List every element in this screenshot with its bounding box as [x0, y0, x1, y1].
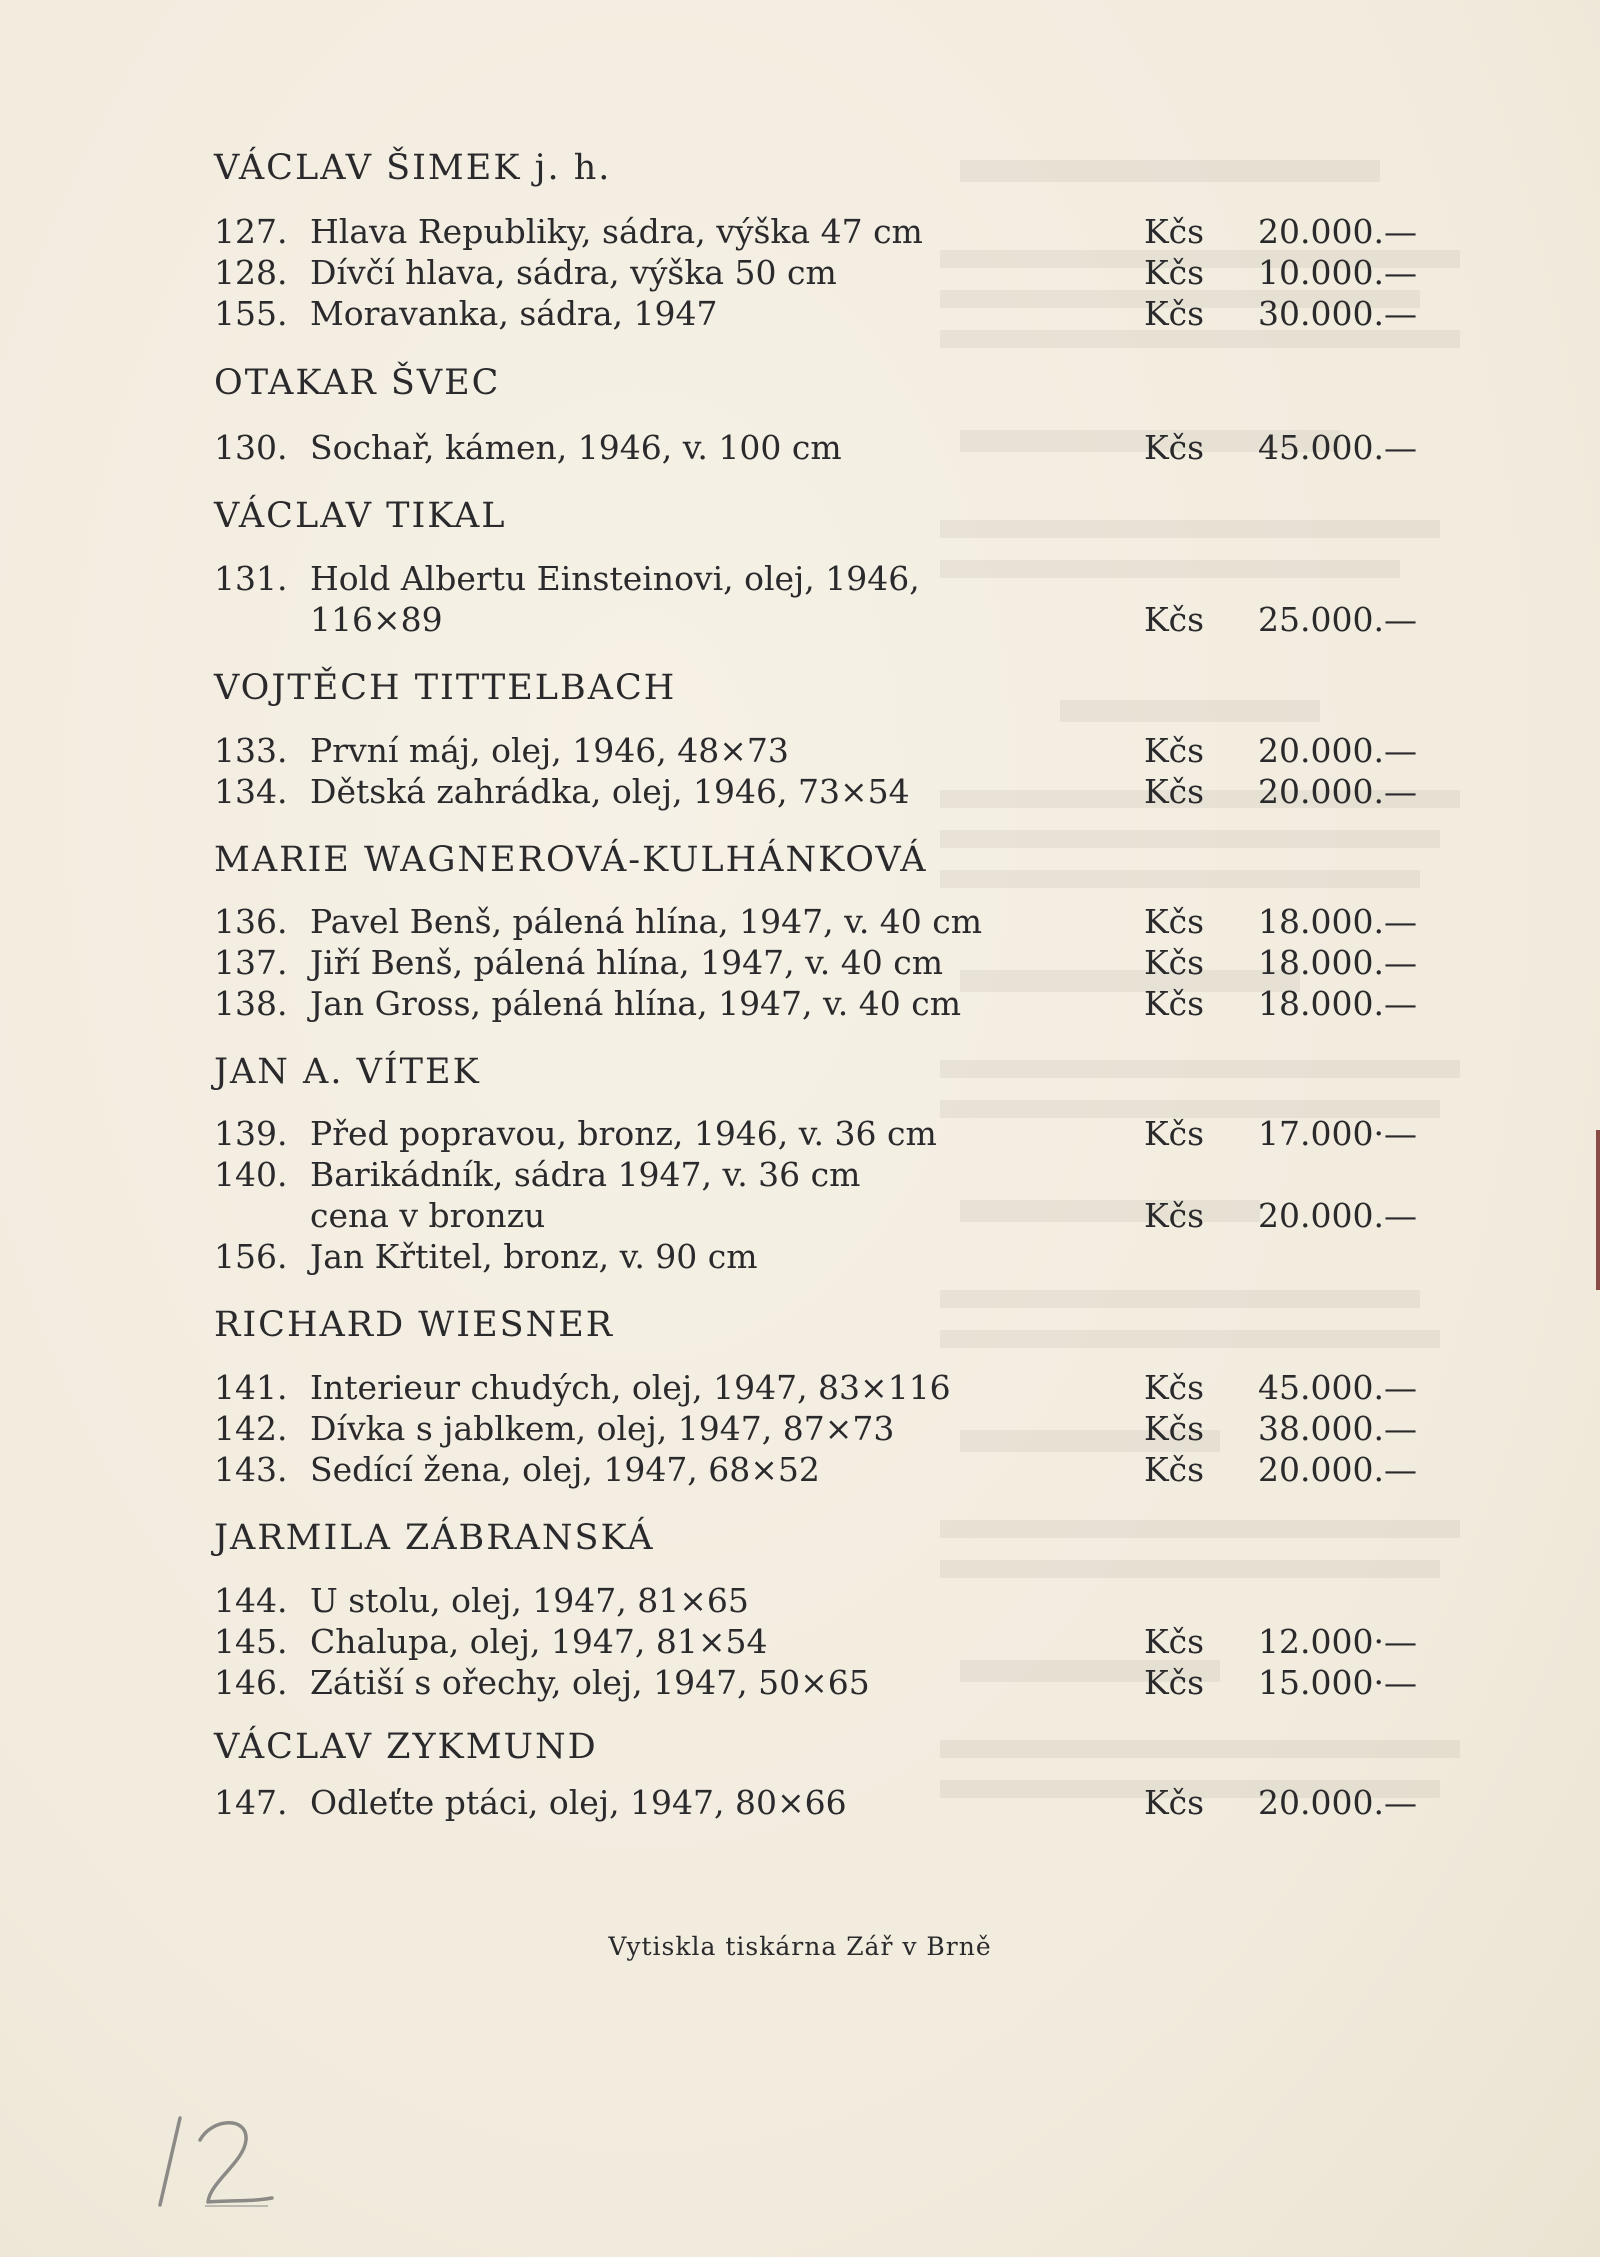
entry-number: 155. [214, 294, 288, 333]
entry-title-continuation: cena v bronzu [310, 1196, 546, 1235]
entry-number: 144. [214, 1581, 288, 1620]
entry-currency: Kčs [1144, 1368, 1205, 1407]
catalog-entry [214, 1783, 1444, 1823]
entry-price: 30.000.— [1258, 294, 1417, 333]
artist-heading: VOJTĚCH TITTELBACH [214, 668, 677, 708]
entry-currency: Kčs [1144, 772, 1205, 811]
entry-price: 45.000.— [1258, 1368, 1417, 1407]
entry-currency: Kčs [1144, 1196, 1205, 1235]
entry-number: 146. [214, 1663, 288, 1702]
entry-title: Hlava Republiky, sádra, výška 47 cm [310, 212, 923, 251]
entry-title: Sochař, kámen, 1946, v. 100 cm [310, 428, 842, 467]
catalog-entry [214, 1581, 1444, 1621]
entry-price: 38.000.— [1258, 1409, 1417, 1448]
catalog-entry [214, 253, 1444, 293]
entry-number: 156. [214, 1237, 288, 1276]
catalog-entry [214, 943, 1444, 983]
entry-currency: Kčs [1144, 1622, 1205, 1661]
entry-currency: Kčs [1144, 731, 1205, 770]
entry-number: 127. [214, 212, 288, 251]
catalog-entry [214, 1409, 1444, 1449]
catalog-entry [214, 1368, 1444, 1408]
entry-price: 45.000.— [1258, 428, 1417, 467]
entry-title: Zátiší s ořechy, olej, 1947, 50×65 [310, 1663, 870, 1702]
entry-currency: Kčs [1144, 428, 1205, 467]
catalog-entry [214, 1622, 1444, 1662]
catalog-entry [214, 984, 1444, 1024]
entry-number: 131. [214, 559, 288, 598]
catalog-entry [214, 1114, 1444, 1154]
entry-title: Hold Albertu Einsteinovi, olej, 1946, [310, 559, 920, 598]
entry-number: 138. [214, 984, 288, 1023]
catalog-entry [214, 772, 1444, 812]
entry-number: 139. [214, 1114, 288, 1153]
entry-title: Dívčí hlava, sádra, výška 50 cm [310, 253, 837, 292]
entry-title: Jiří Benš, pálená hlína, 1947, v. 40 cm [310, 943, 944, 982]
catalog-entry [214, 212, 1444, 252]
artist-heading: VÁCLAV ŠIMEK j. h. [214, 148, 612, 188]
entry-price: 18.000.— [1258, 943, 1417, 982]
entry-title: Dětská zahrádka, olej, 1946, 73×54 [310, 772, 910, 811]
catalog-entry [214, 294, 1444, 334]
entry-title: Chalupa, olej, 1947, 81×54 [310, 1622, 768, 1661]
entry-title: Barikádník, sádra 1947, v. 36 cm [310, 1155, 861, 1194]
entry-currency: Kčs [1144, 294, 1205, 333]
entry-price: 15.000·— [1258, 1663, 1417, 1702]
entry-price: 10.000.— [1258, 253, 1417, 292]
catalog-entry [214, 559, 1444, 641]
entry-title: Před popravou, bronz, 1946, v. 36 cm [310, 1114, 937, 1153]
entry-price: 18.000.— [1258, 902, 1417, 941]
entry-currency: Kčs [1144, 1450, 1205, 1489]
entry-number: 137. [214, 943, 288, 982]
entry-number: 128. [214, 253, 288, 292]
entry-title: Pavel Benš, pálená hlína, 1947, v. 40 cm [310, 902, 983, 941]
entry-currency: Kčs [1144, 212, 1205, 251]
entry-price: 20.000.— [1258, 212, 1417, 251]
entry-number: 145. [214, 1622, 288, 1661]
entry-number: 134. [214, 772, 288, 811]
catalog-entry [214, 1237, 1444, 1277]
entry-title-continuation: 116×89 [310, 600, 443, 639]
entry-number: 143. [214, 1450, 288, 1489]
entry-title: Interieur chudých, olej, 1947, 83×116 [310, 1368, 951, 1407]
catalog-entry [214, 731, 1444, 771]
entry-number: 141. [214, 1368, 288, 1407]
entry-title: Odleťte ptáci, olej, 1947, 80×66 [310, 1783, 847, 1822]
entry-price: 12.000·— [1258, 1622, 1417, 1661]
entry-currency: Kčs [1144, 984, 1205, 1023]
artist-heading: JARMILA ZÁBRANSKÁ [214, 1518, 655, 1558]
entry-number: 133. [214, 731, 288, 770]
catalog-entry [214, 1155, 1444, 1237]
artist-heading: VÁCLAV ZYKMUND [214, 1727, 598, 1767]
entry-number: 142. [214, 1409, 288, 1448]
entry-price: 20.000.— [1258, 1450, 1417, 1489]
entry-price: 20.000.— [1258, 772, 1417, 811]
entry-number: 130. [214, 428, 288, 467]
entry-title: Moravanka, sádra, 1947 [310, 294, 718, 333]
artist-heading: OTAKAR ŠVEC [214, 363, 501, 403]
entry-title: Jan Křtitel, bronz, v. 90 cm [310, 1237, 758, 1276]
entry-title: Sedící žena, olej, 1947, 68×52 [310, 1450, 820, 1489]
entry-price: 25.000.— [1258, 600, 1417, 639]
entry-currency: Kčs [1144, 1409, 1205, 1448]
entry-currency: Kčs [1144, 943, 1205, 982]
entry-title: První máj, olej, 1946, 48×73 [310, 731, 789, 770]
entry-currency: Kčs [1144, 600, 1205, 639]
entry-price: 20.000.— [1258, 1196, 1417, 1235]
entry-price: 17.000·— [1258, 1114, 1417, 1153]
entry-number: 147. [214, 1783, 288, 1822]
printer-colophon: Vytiskla tiskárna Zář v Brně [608, 1932, 992, 1961]
artist-heading: JAN A. VÍTEK [214, 1052, 481, 1092]
entry-currency: Kčs [1144, 253, 1205, 292]
catalog-entry [214, 1663, 1444, 1703]
entry-currency: Kčs [1144, 1663, 1205, 1702]
page-edge-mark [1596, 1130, 1600, 1290]
entry-number: 136. [214, 902, 288, 941]
artist-heading: RICHARD WIESNER [214, 1305, 615, 1345]
catalog-entry [214, 902, 1444, 942]
entry-price: 18.000.— [1258, 984, 1417, 1023]
entry-currency: Kčs [1144, 902, 1205, 941]
artist-heading: MARIE WAGNEROVÁ-KULHÁNKOVÁ [214, 840, 928, 880]
entry-price: 20.000.— [1258, 731, 1417, 770]
artist-heading: VÁCLAV TIKAL [214, 496, 507, 536]
entry-title: Dívka s jablkem, olej, 1947, 87×73 [310, 1409, 895, 1448]
entry-title: U stolu, olej, 1947, 81×65 [310, 1581, 749, 1620]
entry-currency: Kčs [1144, 1114, 1205, 1153]
entry-title: Jan Gross, pálená hlína, 1947, v. 40 cm [310, 984, 961, 1023]
entry-currency: Kčs [1144, 1783, 1205, 1822]
handwritten-page-number [150, 2110, 280, 2220]
entry-price: 20.000.— [1258, 1783, 1417, 1822]
catalog-entry [214, 1450, 1444, 1490]
entry-number: 140. [214, 1155, 288, 1194]
catalog-entry [214, 428, 1444, 468]
